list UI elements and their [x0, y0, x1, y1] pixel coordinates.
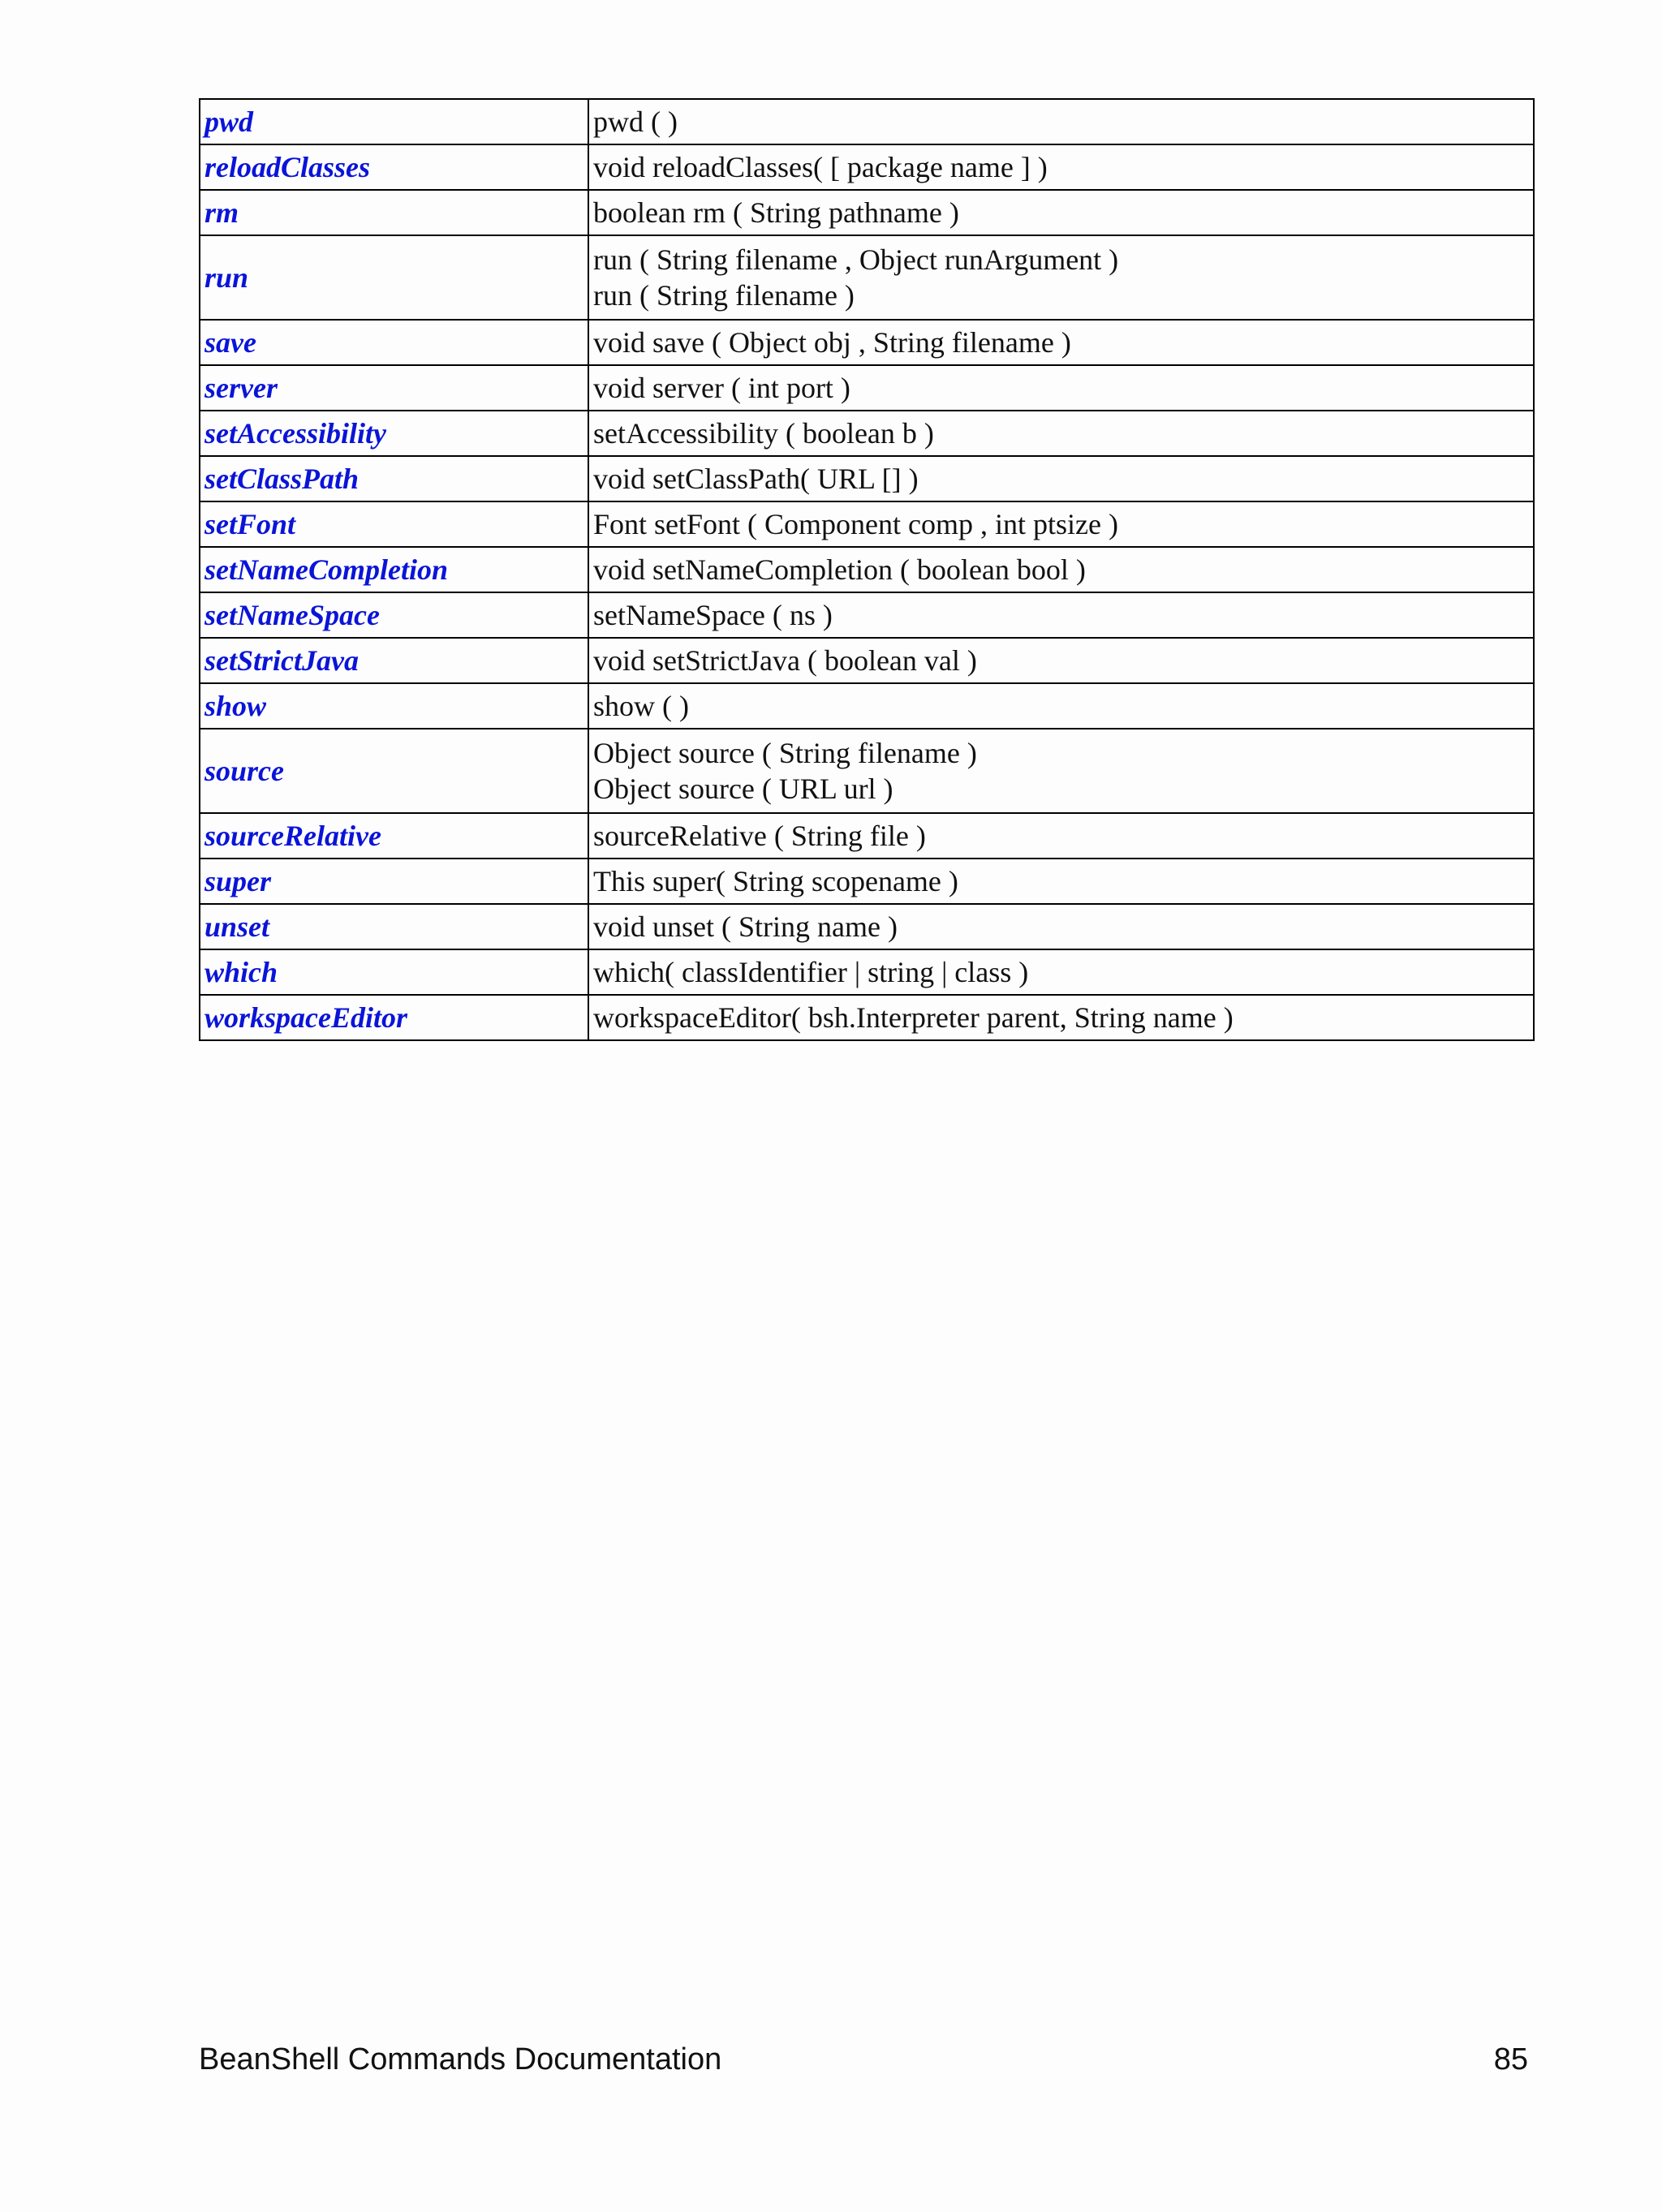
command-name-cell [200, 813, 588, 859]
command-name-cell [200, 547, 588, 592]
command-signature: void setStrictJava ( boolean val ) [593, 644, 977, 677]
command-signature-cell [588, 683, 1534, 729]
command-link[interactable]: rm [205, 196, 239, 229]
command-signature: void setNameCompletion ( boolean bool ) [593, 553, 1086, 586]
command-signature: This super( String scopename ) [593, 865, 958, 897]
table-row [200, 365, 1534, 411]
command-name-cell [200, 592, 588, 638]
command-signature-cell [588, 411, 1534, 456]
command-signature: void setClassPath( URL [] ) [593, 463, 919, 495]
command-link[interactable]: server [205, 372, 278, 404]
command-signature: Object source ( String filename ) [593, 737, 977, 769]
commands-table-body [200, 99, 1534, 1040]
table-row [200, 904, 1534, 949]
command-link[interactable]: which [205, 956, 278, 988]
command-link[interactable]: run [205, 261, 249, 294]
table-row [200, 995, 1534, 1040]
command-signature: which( classIdentifier | string | class ) [593, 956, 1029, 988]
command-signature-cell [588, 365, 1534, 411]
command-signature: void reloadClasses( [ package name ] ) [593, 151, 1048, 183]
command-signature: boolean rm ( String pathname ) [593, 196, 959, 229]
table-row [200, 729, 1534, 813]
command-link[interactable]: setFont [205, 508, 296, 540]
table-row [200, 859, 1534, 904]
command-name-cell [200, 904, 588, 949]
table-row [200, 638, 1534, 683]
command-signature: workspaceEditor( bsh.Interpreter parent, String name ) [593, 1001, 1234, 1034]
command-link[interactable]: source [205, 755, 284, 787]
table-row [200, 411, 1534, 456]
command-link[interactable]: setAccessibility [205, 417, 386, 450]
command-name-cell [200, 320, 588, 365]
command-signature: sourceRelative ( String file ) [593, 820, 926, 852]
command-signature-cell [588, 501, 1534, 547]
command-signature-cell [588, 729, 1534, 813]
command-link[interactable]: super [205, 865, 272, 897]
table-row [200, 99, 1534, 144]
command-name-cell [200, 456, 588, 501]
command-name-cell [200, 949, 588, 995]
command-signature: void unset ( String name ) [593, 910, 898, 943]
command-name-cell [200, 729, 588, 813]
command-signature-cell [588, 638, 1534, 683]
command-link[interactable]: save [205, 326, 256, 359]
command-link[interactable]: setNameSpace [205, 599, 380, 631]
command-name-cell [200, 859, 588, 904]
command-name-cell [200, 501, 588, 547]
command-signature: void save ( Object obj , String filename ) [593, 326, 1071, 359]
table-row [200, 813, 1534, 859]
command-link[interactable]: setClassPath [205, 463, 360, 495]
command-signature-cell [588, 190, 1534, 235]
command-signature-cell [588, 813, 1534, 859]
command-signature: Object source ( URL url ) [593, 772, 893, 805]
command-link[interactable]: unset [205, 910, 270, 943]
command-signature: setAccessibility ( boolean b ) [593, 417, 934, 450]
command-signature-cell [588, 144, 1534, 190]
command-signature-cell [588, 456, 1534, 501]
footer-title: BeanShell Commands Documentation [199, 2042, 722, 2076]
command-name-cell [200, 365, 588, 411]
command-signature-cell [588, 904, 1534, 949]
table-row [200, 456, 1534, 501]
page-number: 85 [1493, 2042, 1528, 2076]
table-row [200, 949, 1534, 995]
command-link[interactable]: reloadClasses [205, 151, 371, 183]
command-signature-cell [588, 99, 1534, 144]
command-link[interactable]: setStrictJava [205, 644, 359, 677]
command-signature: setNameSpace ( ns ) [593, 599, 833, 631]
table-row [200, 190, 1534, 235]
command-name-cell [200, 144, 588, 190]
command-name-cell [200, 99, 588, 144]
command-signature-cell [588, 949, 1534, 995]
command-signature: Font setFont ( Component comp , int ptsize ) [593, 508, 1118, 540]
table-row [200, 501, 1534, 547]
command-signature: run ( String filename ) [593, 279, 855, 312]
command-signature-cell [588, 320, 1534, 365]
command-signature-cell [588, 592, 1534, 638]
command-signature: show ( ) [593, 690, 689, 722]
table-row [200, 320, 1534, 365]
command-signature: pwd ( ) [593, 105, 678, 138]
table-row [200, 547, 1534, 592]
table-row [200, 683, 1534, 729]
command-signature-cell [588, 235, 1534, 320]
table-row [200, 235, 1534, 320]
command-name-cell [200, 235, 588, 320]
command-signature: run ( String filename , Object runArgument ) [593, 243, 1119, 276]
table-row [200, 592, 1534, 638]
command-name-cell [200, 638, 588, 683]
table-row [200, 144, 1534, 190]
command-link[interactable]: sourceRelative [205, 820, 381, 852]
command-name-cell [200, 411, 588, 456]
command-link[interactable]: show [205, 690, 267, 722]
command-link[interactable]: setNameCompletion [205, 553, 448, 586]
command-signature-cell [588, 547, 1534, 592]
command-signature: void server ( int port ) [593, 372, 850, 404]
command-link[interactable]: workspaceEditor [205, 1001, 408, 1034]
command-signature-cell [588, 859, 1534, 904]
command-name-cell [200, 995, 588, 1040]
command-link[interactable]: pwd [205, 105, 254, 138]
command-name-cell [200, 190, 588, 235]
command-signature-cell [588, 995, 1534, 1040]
command-name-cell [200, 683, 588, 729]
commands-table [199, 98, 1535, 1041]
